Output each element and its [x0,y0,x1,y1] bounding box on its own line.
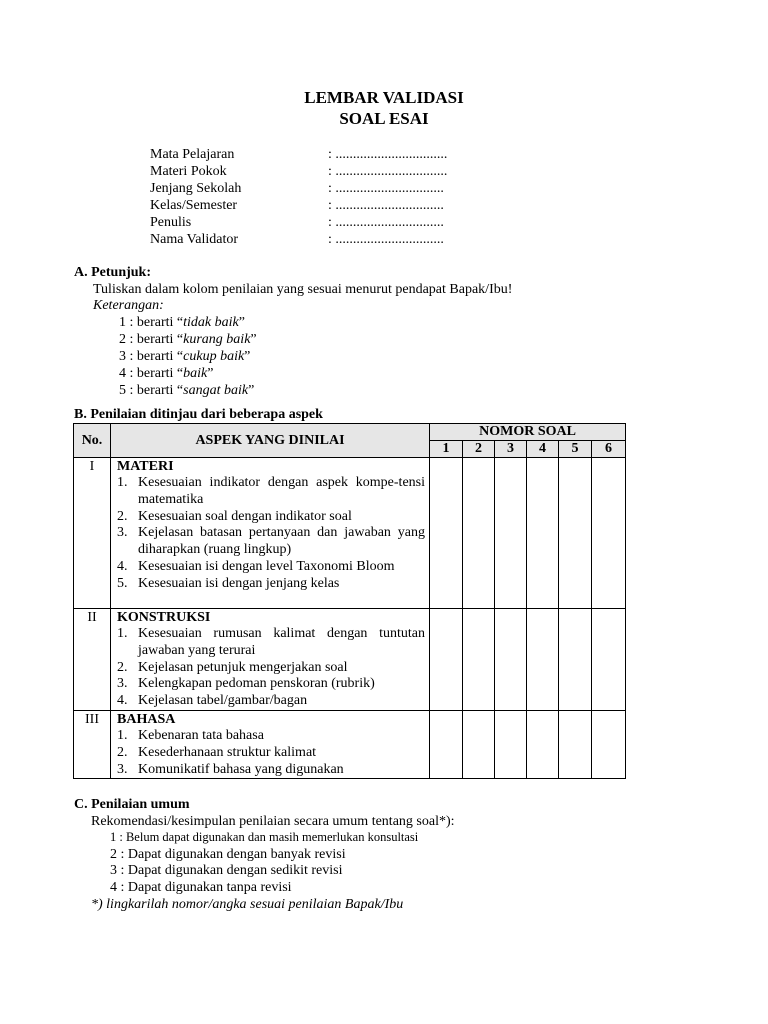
score-cell[interactable] [463,609,495,711]
doc-title: LEMBAR VALIDASI [304,88,464,107]
meta-label: Jenjang Sekolah [150,181,242,196]
aspect-cell [111,609,430,711]
meta-value: : ............................... [328,198,444,213]
score-cell[interactable] [463,710,495,778]
score-cell[interactable] [463,458,495,609]
score-cell[interactable] [430,458,463,609]
meta-value: : ............................... [328,232,444,247]
group-number: II [74,609,111,711]
aspect-item: 3. Kejelasan batasan pertanyaan dan jawaban yang diharapkan (ruang lingkup) [117,525,425,558]
table-row-materi [74,458,626,609]
table-row-konstruksi [74,609,626,711]
aspect-title: BAHASA [117,711,176,727]
col-nomor-soal-header: NOMOR SOAL [430,424,626,441]
aspect-item: 3. Kelengkapan pedoman penskoran (rubrik) [117,676,375,692]
meta-value: : ............................... [328,181,444,196]
score-cell[interactable] [559,458,592,609]
group-number: III [74,710,111,778]
col-aspect-header: ASPEK YANG DINILAI [111,424,430,458]
instruction-text: Tuliskan dalam kolom penilaian yang sesuai menurut pendapat Bapak/Ibu! [93,282,513,297]
meta-label: Materi Pokok [150,164,227,179]
aspect-item: 1. Kesesuaian rumusan kalimat dengan tuntutan jawaban yang terurai [117,626,425,658]
aspect-item: 2. Kesesuaian soal dengan indikator soal [117,508,352,524]
score-cell[interactable] [495,710,527,778]
score-cell[interactable] [527,609,559,711]
section-c-heading: C. Penilaian umum [74,797,190,812]
aspect-cell [111,458,430,609]
aspect-item: 4. Kejelasan tabel/gambar/bagan [117,693,308,709]
score-cell[interactable] [527,458,559,609]
score-cell[interactable] [495,609,527,711]
aspect-item: 1. Kebenaran tata bahasa [117,727,264,743]
recommendation-option[interactable]: 2 : Dapat digunakan dengan banyak revisi [110,847,346,862]
question-number: 4 [527,441,559,458]
section-a-heading: A. Petunjuk: [74,265,152,280]
meta-label: Penulis [150,215,192,230]
section-b-heading: B. Penilaian ditinjau dari beberapa aspek [74,407,323,422]
score-cell[interactable] [527,710,559,778]
scale-item: 3 : berarti “cukup baik” [119,349,251,364]
aspect-item: 1. Kesesuaian indikator dengan aspek kompe-tensi matematika [117,475,425,507]
question-number: 5 [559,441,592,458]
score-cell[interactable] [495,458,527,609]
table-row-bahasa [74,710,626,778]
footnote: *) lingkarilah nomor/angka sesuai penilaian Bapak/Ibu [91,897,404,912]
aspect-item: 2. Kesederhanaan struktur kalimat [117,744,317,760]
meta-value: : ............................... [328,215,444,230]
aspect-item: 5. Kesesuaian isi dengan jenjang kelas [117,575,340,591]
question-number: 2 [463,441,495,458]
score-cell[interactable] [592,710,626,778]
score-cell[interactable] [592,609,626,711]
meta-value: : ................................ [328,164,448,179]
aspect-item: 2. Kejelasan petunjuk mengerjakan soal [117,659,348,675]
recommendation-intro: Rekomendasi/kesimpulan penilaian secara umum tentang soal*): [91,814,455,829]
aspect-title: MATERI [117,459,174,474]
score-cell[interactable] [592,458,626,609]
meta-value: : ................................ [328,147,448,162]
aspect-cell [111,710,430,778]
scale-item: 4 : berarti “baik” [119,366,214,381]
keterangan-label: Keterangan: [93,298,164,313]
doc-subtitle: SOAL ESAI [339,109,429,128]
recommendation-option[interactable]: 4 : Dapat digunakan tanpa revisi [110,880,292,895]
question-number: 1 [430,441,463,458]
recommendation-option[interactable]: 3 : Dapat digunakan dengan sedikit revisi [110,863,343,878]
score-cell[interactable] [430,609,463,711]
recommendation-option[interactable]: 1 : Belum dapat digunakan dan masih memerlukan konsultasi [110,830,419,844]
score-cell[interactable] [559,609,592,711]
scale-item: 2 : berarti “kurang baik” [119,332,257,347]
question-number: 6 [592,441,626,458]
col-no-header: No. [74,424,111,458]
group-number: I [74,458,111,609]
scale-item: 1 : berarti “tidak baik” [119,315,245,330]
assessment-table [73,423,626,779]
score-cell[interactable] [430,710,463,778]
aspect-item: 4. Kesesuaian isi dengan level Taxonomi Bloom [117,558,395,574]
question-number: 3 [495,441,527,458]
meta-label: Nama Validator [150,232,238,247]
meta-label: Mata Pelajaran [150,147,235,162]
meta-label: Kelas/Semester [150,198,238,213]
score-cell[interactable] [559,710,592,778]
scale-item: 5 : berarti “sangat baik” [119,383,255,398]
aspect-title: KONSTRUKSI [117,610,211,625]
aspect-item: 3. Komunikatif bahasa yang digunakan [117,761,344,777]
